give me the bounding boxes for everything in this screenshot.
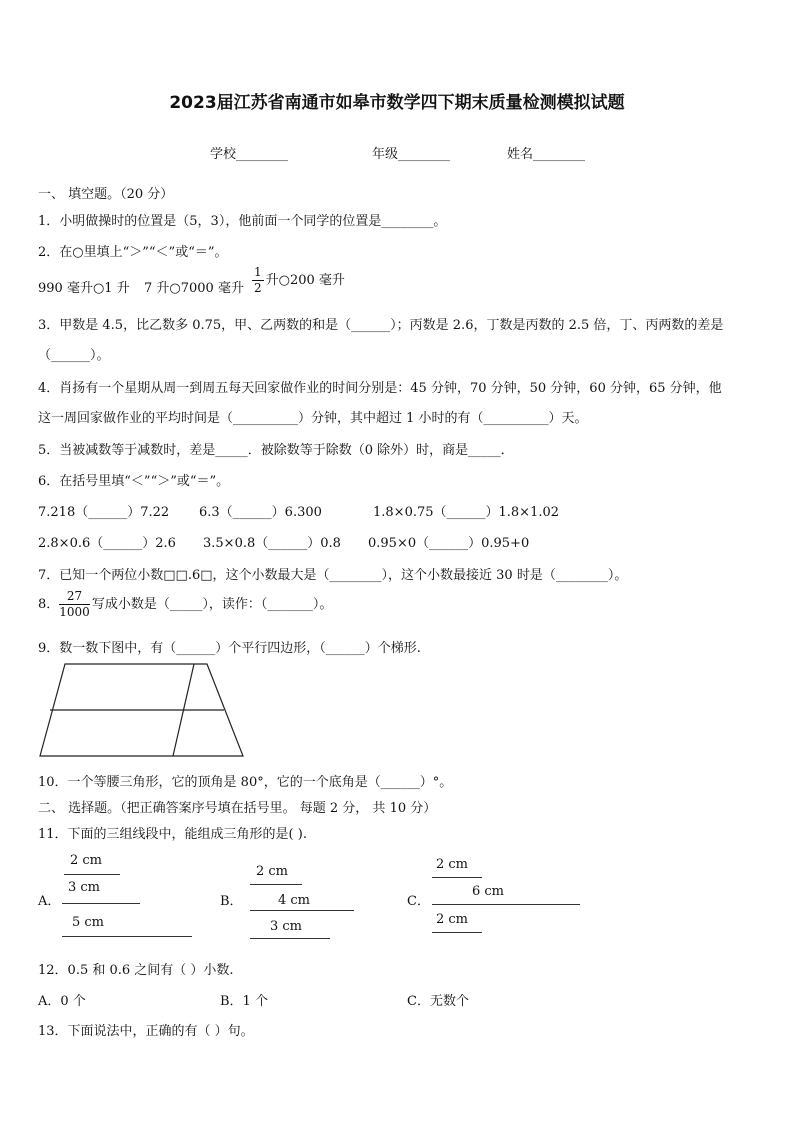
- question-1: 1．小明做操时的位置是（5，3），他前面一个同学的位置是________。: [38, 214, 447, 229]
- segment-label: 2 cm: [436, 912, 469, 927]
- question-12: 12．0.5 和 0.6 之间有（ ）小数.: [38, 963, 234, 978]
- question-12-option-c: C．无数个: [407, 994, 469, 1009]
- segment-label: 4 cm: [278, 893, 311, 908]
- option-c-label: C．: [407, 894, 430, 909]
- name-field: 姓名________: [507, 147, 586, 162]
- fraction-27-1000: $\frac{27}{1000}$: [59, 589, 90, 619]
- option-b-label: B．: [220, 894, 243, 909]
- question-9: 9．数一数下图中，有（______）个平行四边形，（______）个梯形.: [38, 641, 421, 656]
- question-2-item-a: 990 毫升○1 升: [38, 281, 130, 296]
- segment-label: 2 cm: [70, 853, 103, 868]
- segment-line: [432, 904, 580, 905]
- page-title: 2023届江苏省南通市如皋市数学四下期末质量检测模拟试题: [169, 93, 625, 113]
- question-8: 8． $\frac{27}{1000}$ 写成小数是（_____），读作：（_______）。: [38, 589, 333, 619]
- question-6-row1-c: 1.8×0.75（______）1.8×1.02: [373, 505, 560, 520]
- question-4-line1: 4．肖扬有一个星期从周一到周五每天回家做作业的时间分别是：45 分钟，70 分钟，50 分钟，60 分钟，65 分钟，他: [38, 381, 722, 396]
- question-2: 2．在○里填上“＞”“＜”或“＝”。: [38, 245, 228, 260]
- question-10: 10．一个等腰三角形，它的顶角是 80°，它的一个底角是（______）°。: [38, 775, 453, 790]
- question-7: 7．已知一个两位小数□□.6□，这个小数最大是（________），这个小数最接近 30 时是（________）。: [38, 568, 628, 583]
- school-field: 学校________: [210, 147, 289, 162]
- question-13: 13．下面说法中，正确的有（ ）句。: [38, 1024, 254, 1039]
- section2-heading: 二、 选择题。（把正确答案序号填在括号里。 每题 2 分， 共 10 分）: [38, 801, 437, 816]
- question-5: 5．当被减数等于减数时，差是_____．被除数等于除数（0 除外）时，商是_____．: [38, 443, 514, 458]
- question-6-row1-a: 7.218（______）7.22: [38, 505, 170, 520]
- segment-label: 2 cm: [436, 857, 469, 872]
- question-11: 11．下面的三组线段中，能组成三角形的是( ).: [38, 827, 307, 842]
- question-4-line2: 这一周回家做作业的平均时间是（__________）分钟，其中超过 1 小时的有（__________）天。: [38, 411, 588, 426]
- question-12-option-a: A．0 个: [38, 994, 86, 1009]
- question-2-item-c: $\frac{1}{2}$ 升○200 毫升: [254, 265, 345, 295]
- question-12-option-b: B．1 个: [220, 994, 268, 1009]
- segment-label: 3 cm: [68, 880, 101, 895]
- segment-line: [432, 932, 482, 933]
- segment-line: [250, 938, 330, 939]
- segment-label: 3 cm: [270, 919, 303, 934]
- question-6-row2-a: 2.8×0.6（______）2.6: [38, 536, 176, 551]
- segment-line: [62, 903, 140, 904]
- question-6-row2-c: 0.95×0（______）0.95+0: [368, 536, 530, 551]
- segment-label: 5 cm: [72, 915, 105, 930]
- segment-line: [64, 874, 120, 875]
- question-6-row1-b: 6.3（______）6.300: [199, 505, 322, 520]
- question-3-line2: （______）。: [38, 348, 110, 363]
- segment-label: 2 cm: [256, 864, 289, 879]
- segment-line: [432, 877, 482, 878]
- segment-line: [250, 910, 354, 911]
- segment-label: 6 cm: [472, 884, 505, 899]
- segment-line: [250, 884, 302, 885]
- question-3-line1: 3．甲数是 4.5，比乙数多 0.75，甲、乙两数的和是（______）；丙数是 2.6，丁数是丙数的 2.5 倍，丁、丙两数的差是: [38, 318, 724, 333]
- question-2-item-b: 7 升○7000 毫升: [144, 281, 244, 296]
- option-a-label: A．: [38, 894, 61, 909]
- grade-field: 年级________: [372, 147, 451, 162]
- segment-line: [62, 936, 192, 937]
- question-6: 6．在括号里填“＜”“＞”或“＝”。: [38, 474, 230, 489]
- fraction-half: $\frac{1}{2}$: [254, 265, 262, 295]
- trapezoid-figure: [38, 660, 248, 760]
- question-6-row2-b: 3.5×0.8（______）0.8: [203, 536, 341, 551]
- section1-heading: 一、 填空题。（20 分）: [38, 187, 174, 202]
